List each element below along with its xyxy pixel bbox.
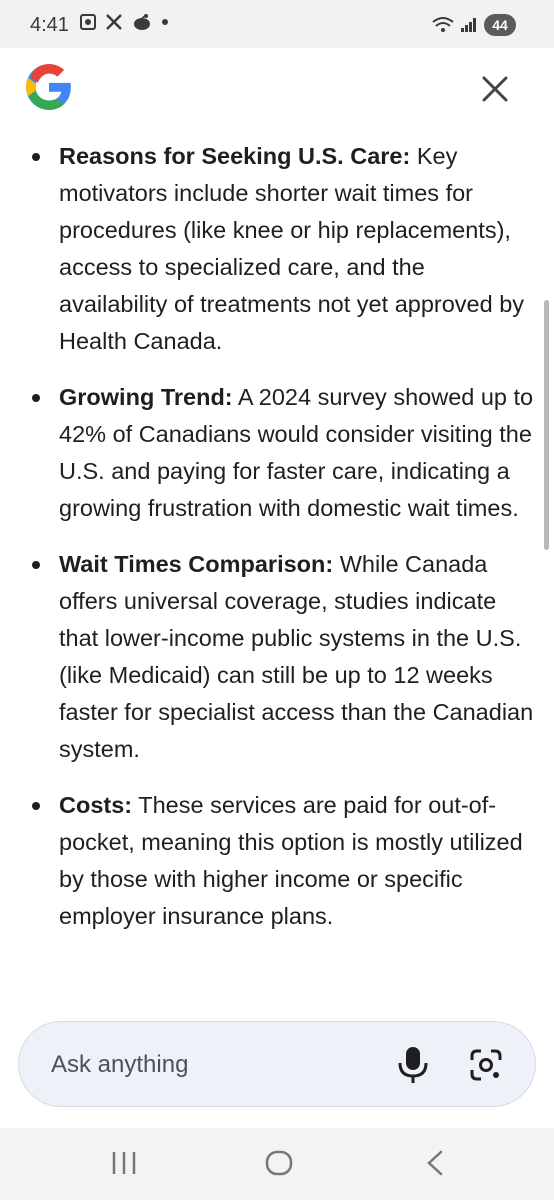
bullet-text: While Canada offers universal coverage, studies indicate that lower-income public systems in the U.S. (like Medicaid) can still be up to 12 weeks faster for specialist access than the Canadian system. — [59, 551, 534, 762]
x-app-icon — [105, 13, 123, 31]
recent-apps-icon[interactable] — [111, 1148, 137, 1178]
signal-icon — [460, 17, 478, 33]
microphone-icon[interactable] — [397, 1046, 429, 1084]
bullet-title: Wait Times Comparison: — [59, 551, 334, 577]
battery-icon: 44 — [484, 14, 516, 36]
gallery-icon — [80, 14, 96, 30]
back-icon[interactable] — [422, 1148, 448, 1178]
google-lens-icon[interactable] — [469, 1048, 503, 1082]
ask-input-placeholder[interactable]: Ask anything — [51, 1051, 189, 1078]
bullet-text: A 2024 survey showed up to 42% of Canadians would consider visiting the U.S. and paying for faster care, indicating a growing frustration with domestic wait times. — [59, 384, 534, 521]
reddit-icon — [132, 13, 152, 31]
bullet-costs — [0, 787, 554, 935]
bullet-wait-times — [0, 546, 554, 768]
answer-content — [0, 138, 554, 1002]
bullet-list — [0, 138, 554, 935]
status-time: 4:41 — [30, 14, 69, 36]
scrollbar[interactable] — [544, 300, 549, 550]
notification-icons — [80, 13, 169, 31]
bullet-text: Key motivators include shorter wait times for procedures (like knee or hip replacements), access to specialized care, and the availability of treatments not yet approved by Health Canada. — [59, 143, 525, 354]
content-fade — [0, 995, 554, 1009]
bullet-title: Costs: — [59, 792, 133, 818]
dot-icon — [161, 18, 169, 26]
system-status-icons — [432, 14, 516, 36]
bullet-title: Reasons for Seeking U.S. Care: — [59, 143, 411, 169]
bullet-growing-trend — [0, 379, 554, 527]
system-nav-bar — [0, 1128, 554, 1200]
google-g-logo — [24, 62, 74, 112]
bullet-text: These services are paid for out-of-pocket, meaning this option is mostly utilized by those with higher income or specific employer insurance plans. — [59, 792, 523, 929]
bullet-reasons — [0, 138, 554, 360]
home-icon[interactable] — [264, 1148, 294, 1178]
bullet-title: Growing Trend: — [59, 384, 233, 410]
ask-input-box[interactable] — [18, 1021, 536, 1107]
close-button[interactable] — [476, 70, 514, 108]
wifi-5-icon — [432, 16, 454, 34]
status-bar — [0, 0, 554, 48]
header — [0, 48, 554, 138]
